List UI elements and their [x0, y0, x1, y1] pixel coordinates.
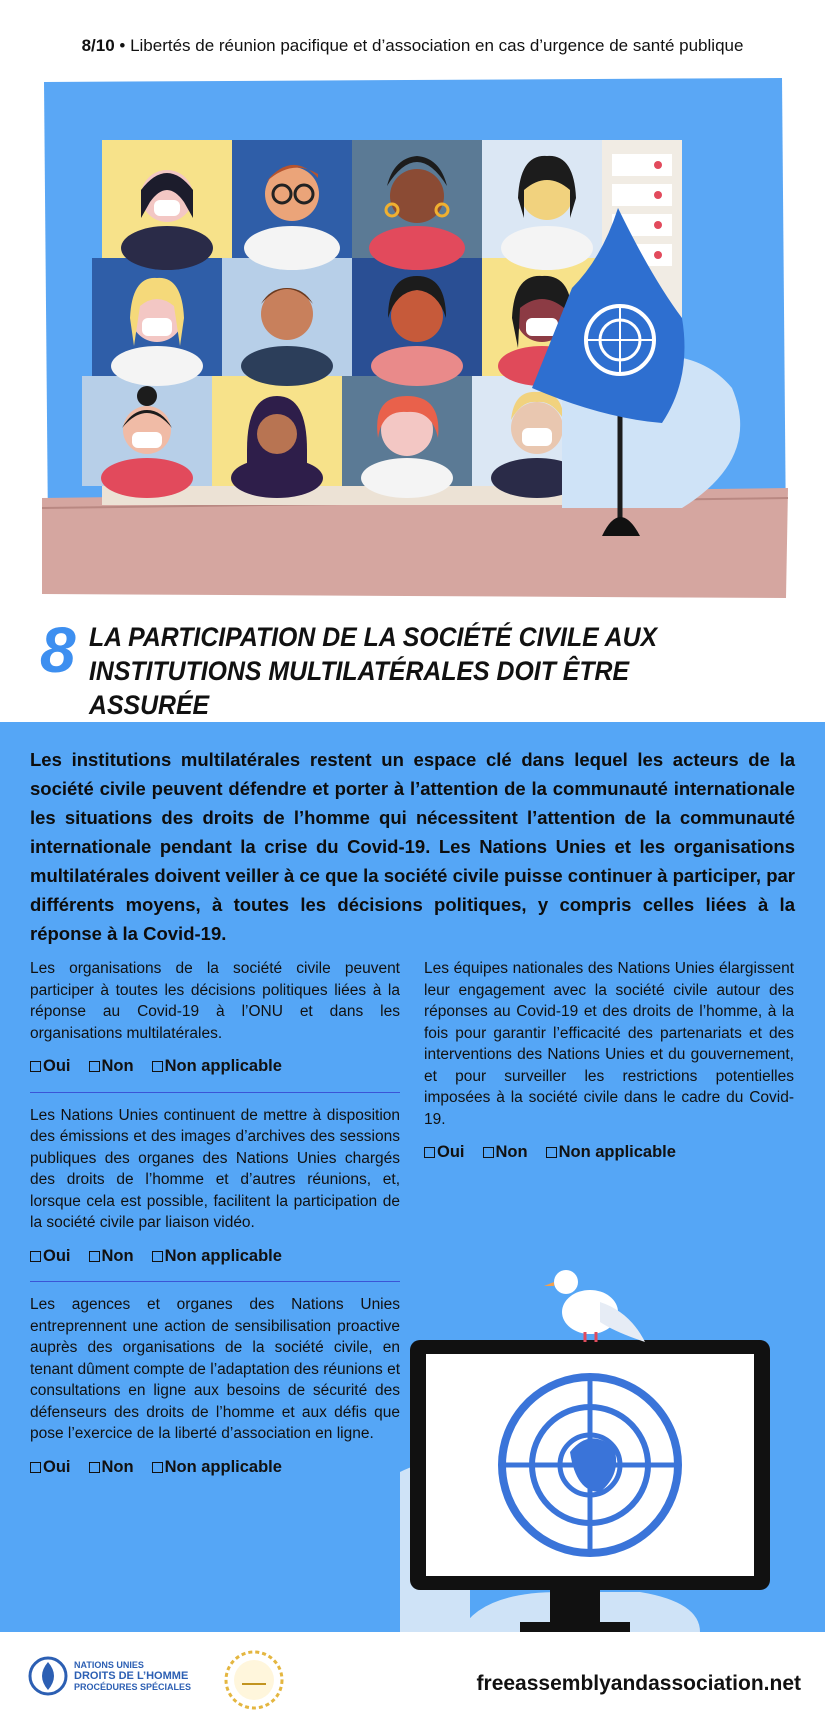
option-non[interactable]: Non — [89, 1246, 134, 1268]
question-text: Les organisations de la société civile peuvent participer à toutes les décisions politiques liées à la réponse au Covid-19 à l’ONU et dans les organisations multilatérales. — [30, 960, 400, 1042]
checkbox[interactable] — [546, 1147, 557, 1158]
checkbox[interactable] — [30, 1061, 41, 1072]
un-human-rights-logo — [26, 1654, 196, 1706]
checkbox[interactable] — [30, 1251, 41, 1262]
footer — [0, 1632, 825, 1724]
checkbox[interactable] — [424, 1147, 435, 1158]
option-non[interactable]: Non — [483, 1142, 528, 1164]
divider — [30, 1092, 400, 1093]
header-separator: • — [114, 36, 131, 55]
foaa-logo — [222, 1648, 286, 1712]
option-non[interactable]: Non — [89, 1457, 134, 1479]
answer-options — [30, 1246, 400, 1268]
checkbox[interactable] — [30, 1462, 41, 1473]
checkbox[interactable] — [89, 1251, 100, 1262]
page-header — [0, 36, 825, 56]
un-logo-line1: NATIONS UNIES — [74, 1660, 144, 1670]
option-non-applicable[interactable]: Non applicable — [152, 1246, 282, 1268]
section-number: 8 — [40, 614, 76, 686]
option-oui[interactable]: Oui — [424, 1142, 465, 1164]
header-title: Libertés de réunion pacifique et d’association en cas d’urgence de santé publique — [130, 36, 744, 55]
checkbox[interactable] — [483, 1147, 494, 1158]
un-monitor-illustration — [400, 1212, 825, 1632]
answer-options — [30, 1457, 400, 1479]
option-non-applicable[interactable]: Non applicable — [546, 1142, 676, 1164]
section-heading-line2: INSTITUTIONS MULTILATÉRALES DOIT ÊTRE ASSURÉE — [88, 656, 629, 720]
un-emblem-icon — [26, 1654, 70, 1698]
option-non-applicable[interactable]: Non applicable — [152, 1056, 282, 1078]
section-heading-line1: LA PARTICIPATION DE LA SOCIÉTÉ CIVILE AUX — [88, 622, 657, 652]
option-oui[interactable]: Oui — [30, 1056, 71, 1078]
question-text: Les équipes nationales des Nations Unies élargissent leur engagement avec la société civile autour des réponses au Covid-19 et des droits de l’homme, à la fois pour garantir l’efficacité des partenariats et des interventions des Nations Unies et du gouvernement, et pour surveiller les restrictions potentielles imposées à la société civile dans le cadre du Covid-19. — [424, 960, 794, 1128]
right-column — [424, 958, 794, 1164]
checkbox[interactable] — [152, 1251, 163, 1262]
left-column — [30, 958, 400, 1478]
website-link[interactable]: freeassemblyandassociation.net — [476, 1672, 801, 1695]
checkbox[interactable] — [89, 1462, 100, 1473]
question-4 — [424, 958, 794, 1164]
checkbox[interactable] — [89, 1061, 100, 1072]
video-conference-illustration — [42, 78, 788, 598]
answer-options — [30, 1056, 400, 1078]
section-heading — [89, 620, 743, 722]
section-title — [40, 614, 800, 722]
option-non[interactable]: Non — [89, 1056, 134, 1078]
question-text: Les agences et organes des Nations Unies entreprennent une action de sensibilisation proactive auprès des organisations de la société civile, en tenant dûment compte de l’adaptation des réunions et consultations en ligne aux besoins de sécurité des défenseurs des droits de l’homme et aux défis que pose l’exercice de la liberté d’association en ligne. — [30, 1296, 400, 1442]
checkbox[interactable] — [152, 1462, 163, 1473]
option-oui[interactable]: Oui — [30, 1246, 71, 1268]
question-1 — [30, 958, 400, 1078]
answer-options — [424, 1142, 794, 1164]
divider — [30, 1281, 400, 1282]
checkbox[interactable] — [152, 1061, 163, 1072]
question-3 — [30, 1294, 400, 1478]
option-non-applicable[interactable]: Non applicable — [152, 1457, 282, 1479]
page-indicator: 8/10 — [81, 36, 115, 55]
un-logo-line2: DROITS DE L’HOMME — [74, 1670, 189, 1682]
question-2 — [30, 1105, 400, 1268]
un-logo-line3: PROCÉDURES SPÉCIALES — [74, 1682, 192, 1692]
option-oui[interactable]: Oui — [30, 1457, 71, 1479]
intro-paragraph: Les institutions multilatérales restent un espace clé dans lequel les acteurs de la société civile peuvent défendre et porter à l’attention de la communauté internationale les situations des droits de l’homme qui nécessitent l’attention de la communauté internationale pendant la crise du Covid-19. Les Nations Unies et les organisations multilatérales doivent veiller à ce que la société civile puisse continuer à participer, par différents moyens, à toutes les décisions politiques, y compris celles liées à la réponse à la Covid-19. — [30, 749, 795, 944]
question-text: Les Nations Unies continuent de mettre à disposition des émissions et des images d’archives des sessions publiques des organes des Nations Unies chargés des droits de l’homme et d’autres réunions, et, lorsque cela est possible, facilitent la participation de la société civile par liaison vidéo. — [30, 1106, 400, 1231]
